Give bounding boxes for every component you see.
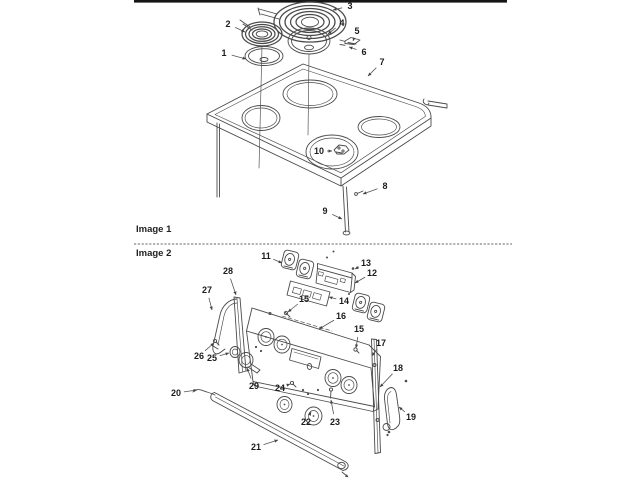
image1-drawing: [207, 2, 447, 235]
leader-line-15: [356, 337, 358, 348]
callout-image-1-10: 10: [313, 146, 325, 156]
leader-line-8: [363, 189, 378, 194]
burner-opening-rear-center: [283, 80, 337, 108]
leader-line-23: [331, 400, 334, 414]
clock-assembly: [316, 251, 356, 296]
control-knob-bottom-1: [277, 397, 292, 413]
callout-image-2-25: 25: [206, 353, 218, 363]
callout-image-2-16: 16: [335, 311, 347, 321]
callout-image-1-9: 9: [322, 206, 328, 216]
leader-line-13: [355, 267, 359, 269]
control-knob-right-2: [367, 301, 386, 322]
leader-line-5: [353, 38, 354, 41]
left-side-trim: [234, 297, 246, 373]
control-knob-top-2: [296, 258, 315, 279]
callout-image-2-13: 13: [360, 258, 372, 268]
callout-image-2-28: 28: [222, 266, 234, 276]
leader-line-18: [380, 374, 393, 387]
callout-image-2-18: 18: [392, 363, 404, 373]
leader-line-20: [184, 390, 197, 392]
callout-image-2-12: 12: [366, 268, 378, 278]
receptacle-bracket: [334, 145, 349, 154]
callout-image-2-11: 11: [261, 251, 271, 261]
callout-image-2-20: 20: [170, 388, 182, 398]
leader-line-15: [288, 304, 298, 312]
drip-bowl-small: [245, 47, 283, 66]
callout-image-1-6: 6: [361, 47, 367, 57]
callout-image-2-24: 24: [274, 383, 286, 393]
callout-image-1-2: 2: [225, 19, 231, 29]
callout-image-2-15: 15: [353, 324, 365, 334]
screw-23: [329, 388, 332, 398]
callout-image-1-3: 3: [347, 1, 353, 11]
knob-bezel: [230, 347, 240, 358]
leader-line-1: [232, 55, 246, 59]
burner-opening-right: [358, 117, 400, 138]
leader-line-7: [368, 68, 376, 76]
edge-probe: [423, 99, 447, 108]
leader-line-14: [329, 297, 336, 299]
leader-line-19: [399, 407, 405, 412]
coil-element-small: [240, 20, 282, 46]
callout-image-2-14: 14: [338, 296, 350, 306]
callout-image-2-22: 22: [300, 417, 312, 427]
leader-line-25: [220, 353, 229, 356]
section-label-image-1: Image 1: [136, 224, 172, 235]
side-rails: [217, 123, 350, 235]
callout-image-2-26: 26: [193, 351, 205, 361]
callout-image-2-29: 29: [248, 381, 260, 391]
leader-line-11: [273, 259, 282, 263]
callout-image-1-5: 5: [354, 26, 360, 36]
callout-image-1-4: 4: [339, 18, 345, 28]
cooktop-main-top: [207, 64, 431, 186]
leader-line-12: [355, 277, 365, 283]
callout-image-2-15: 15: [298, 294, 310, 304]
callout-image-2-27: 27: [201, 285, 213, 295]
callout-image-1-1: 1: [221, 48, 227, 58]
callout-image-2-23: 23: [329, 417, 341, 427]
right-end-cap: [384, 380, 407, 434]
section-label-image-2: Image 2: [136, 248, 172, 259]
ground-screw: [355, 191, 363, 195]
leader-line-24: [287, 384, 290, 385]
terminal-block: [340, 38, 360, 46]
image2-drawing: [193, 249, 407, 477]
bottom-trim-bar: [211, 393, 349, 478]
leader-line-9: [332, 214, 342, 219]
callout-image-2-17: 17: [375, 338, 387, 348]
control-knob-top-1: [281, 249, 300, 270]
control-knob-right-1: [352, 292, 371, 313]
left-end-cap: [213, 299, 237, 354]
callout-image-1-7: 7: [379, 57, 385, 67]
leader-line-29: [247, 368, 251, 379]
leader-line-6: [349, 47, 356, 50]
leader-line-28: [231, 279, 237, 295]
leader-line-27: [209, 298, 212, 310]
burner-opening-left-front: [242, 106, 280, 131]
leader-line-21: [264, 440, 278, 445]
callout-image-1-8: 8: [382, 181, 388, 191]
callout-image-2-21: 21: [250, 442, 262, 452]
callout-image-2-19: 19: [405, 412, 417, 422]
leader-line-16: [319, 320, 334, 329]
